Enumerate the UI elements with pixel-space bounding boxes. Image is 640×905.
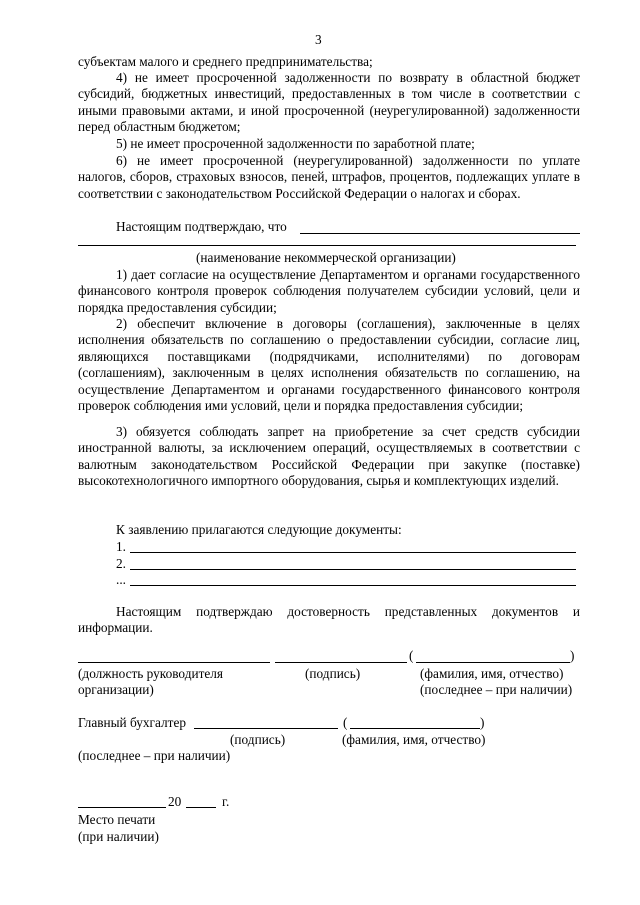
accountant-fio-close-paren: )	[480, 715, 485, 730]
stamp-place-note: (при наличии)	[78, 829, 159, 844]
paragraph-consent-1: 1) дает согласие на осуществление Департаментом и органами государственного финансового контроля проверок соблюдения получателем субсидии условий, цели и порядка предоставления субсидии;	[78, 267, 580, 315]
attachment-number-2: 2.	[116, 556, 126, 571]
attachment-number-1: 1.	[116, 539, 126, 554]
chief-accountant-label: Главный бухгалтер	[78, 715, 187, 730]
paragraph-consent-2: 2) обеспечит включение в договоры (соглашения), заключенные в целях исполнения обязательств по соглашению о предоставлении субсидии, согласие лиц, являющихся поставщиками (подрядчиками, исполнителями) по договорам (соглашениям), заключенным в целях исполнения обязательств по соглашению, на осуществление Департаментом и органами государственного финансового контроля проверок соблюдения ими условий, цели и порядка предоставления субсидии;	[78, 316, 580, 414]
date-day-month-line[interactable]	[78, 807, 166, 808]
attachment-line-3[interactable]	[130, 585, 576, 586]
head-fio-caption: (фамилия, имя, отчество)	[420, 666, 564, 681]
head-fio-open-paren: (	[409, 648, 414, 663]
paragraph-consent-3: 3) обязуется соблюдать запрет на приобретение за счет средств субсидии иностранной валюты, за исключением операций, осуществляемых в соответствии с валютным законодательством Российской Федерации при закупке (поставке) высокотехнологичного импортного оборудования, сырья и комплектующих изделий.	[78, 424, 580, 489]
head-position-line[interactable]	[78, 662, 270, 663]
reliability-statement: Настоящим подтверждаю достоверность представленных документов и информации.	[78, 604, 580, 636]
page-number: 3	[315, 32, 322, 47]
accountant-fio-note: (последнее – при наличии)	[78, 748, 231, 763]
accountant-fio-caption: (фамилия, имя, отчество)	[342, 732, 486, 747]
head-position-caption-2: организации)	[78, 682, 154, 697]
attachment-line-1[interactable]	[130, 552, 576, 553]
confirm-label: Настоящим подтверждаю, что	[116, 219, 287, 234]
paragraph-smb: субъектам малого и среднего предпринимательства;	[78, 54, 373, 69]
organization-caption: (наименование некоммерческой организации)	[196, 250, 456, 265]
chief-accountant-signature-line[interactable]	[194, 728, 338, 729]
attachments-label: К заявлению прилагаются следующие документы:	[116, 522, 402, 537]
head-fio-note: (последнее – при наличии)	[420, 682, 573, 697]
head-position-caption: (должность руководителя	[78, 666, 224, 681]
organization-name-line-1[interactable]	[300, 233, 580, 234]
attachment-ellipsis: ...	[116, 572, 126, 587]
date-year-prefix: 20	[168, 794, 182, 809]
head-fio-close-paren: )	[570, 648, 575, 663]
accountant-fio-open-paren: (	[343, 715, 348, 730]
paragraph-item-4: 4) не имеет просроченной задолженности по возврату в областной бюджет субсидий, бюджетных инвестиций, предоставленных в том числе в соответствии с иными правовыми актами, и иной просроченной (неурегулированной) задолженности перед областным бюджетом;	[78, 70, 580, 135]
head-signature-line[interactable]	[275, 662, 407, 663]
head-fio-line[interactable]	[416, 662, 570, 663]
organization-name-line-2[interactable]	[78, 245, 576, 246]
attachment-line-2[interactable]	[130, 569, 576, 570]
accountant-fio-line[interactable]	[350, 728, 480, 729]
head-signature-caption: (подпись)	[305, 666, 361, 681]
date-year-line[interactable]	[186, 807, 216, 808]
stamp-place-label: Место печати	[78, 812, 156, 827]
accountant-signature-caption: (подпись)	[230, 732, 286, 747]
paragraph-item-6: 6) не имеет просроченной (неурегулированной) задолженности по уплате налогов, сборов, страховых взносов, пеней, штрафов, процентов, подлежащих уплате в соответствии с законодательством Российской Федерации о налогах и сборах.	[78, 153, 580, 201]
date-year-suffix: г.	[222, 794, 230, 809]
paragraph-item-5: 5) не имеет просроченной задолженности по заработной плате;	[116, 136, 475, 151]
